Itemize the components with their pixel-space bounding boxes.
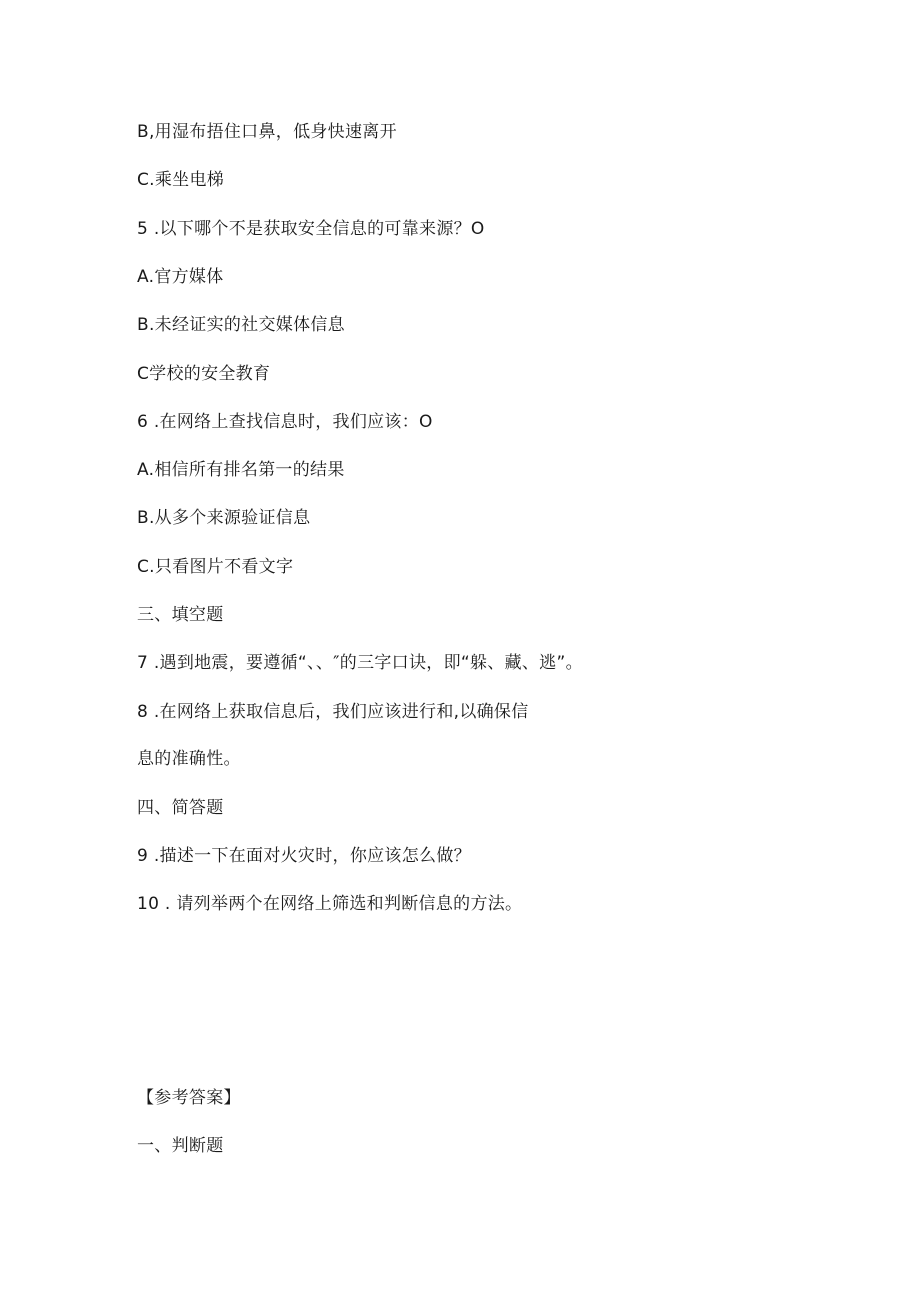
option-b-q4: B,用湿布捂住口鼻，低身快速离开 xyxy=(137,122,397,142)
question-10: 10 . 请列举两个在网络上筛选和判断信息的方法。 xyxy=(137,894,523,914)
option-b-q5: B.未经证实的社交媒体信息 xyxy=(137,315,345,335)
option-a-q5: A.官方媒体 xyxy=(137,267,224,287)
question-9: 9 .描述一下在面对火灾时，你应该怎么做？ xyxy=(137,846,471,866)
option-c-q5: C学校的安全教育 xyxy=(137,364,271,384)
section-heading-short-answer: 四、简答题 xyxy=(137,798,224,818)
question-6: 6 .在网络上查找信息时，我们应该：O xyxy=(137,412,433,432)
section-heading-true-false: 一、判断题 xyxy=(137,1136,224,1156)
option-c-q4: C.乘坐电梯 xyxy=(137,170,225,190)
section-heading-fill-blank: 三、填空题 xyxy=(137,605,224,625)
question-8-continued: 息的准确性。 xyxy=(137,749,241,769)
question-5: 5 .以下哪个不是获取安全信息的可靠来源？O xyxy=(137,219,485,239)
question-8: 8 .在网络上获取信息后，我们应该进行和,以确保信 xyxy=(137,702,529,722)
option-b-q6: B.从多个来源验证信息 xyxy=(137,508,311,528)
option-a-q6: A.相信所有排名第一的结果 xyxy=(137,460,345,480)
answer-key-heading: 【参考答案】 xyxy=(137,1088,241,1108)
option-c-q6: C.只看图片不看文字 xyxy=(137,557,294,577)
question-7: 7 .遇到地震，要遵循“、、″的三字口诀，即“躲、藏、逃”。 xyxy=(137,653,583,673)
